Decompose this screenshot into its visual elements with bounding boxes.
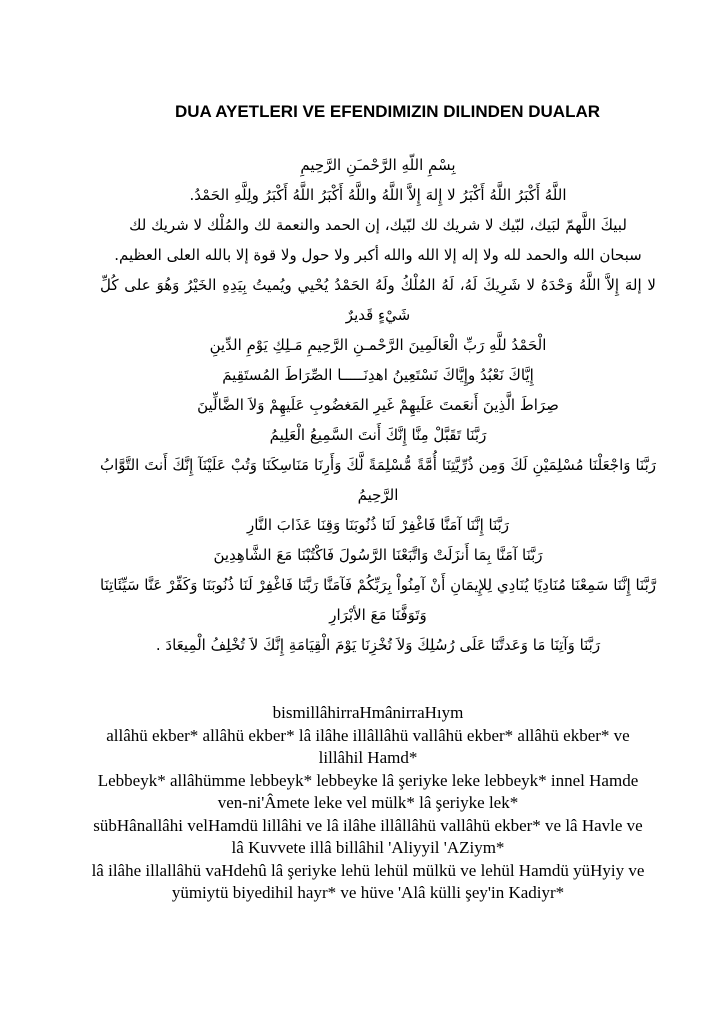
arabic-line: رَّبَّنَا إِنَّنَا سَمِعْنَا مُنَادِيًا يُنَادِي لِلإِيمَانِ أَنْ آمِنُواْ بِرَبِّكُمْ فَآمَنَّا رَبَّنَا فَاغْفِرْ لَنَا ذُنُوبَنَا وَكَفِّرْ عَنَّا سَيِّئَاتِنَا وَتَوَفَّنَا مَعَ الأبْرَارِ	[100, 576, 656, 624]
arabic-line: صِرَاطَ الَّذِينَ أَنعَمتَ عَلَيهِمْ غَيرِ المَغضُوبِ عَلَيهِمْ وَلاَ الضَّالِّينَ	[197, 396, 559, 414]
transliteration-block	[90, 702, 646, 905]
transliteration-line: sübHânallâhi velHamdü lillâhi ve lâ ilâhe illâllâhü vallâhü ekber* ve lâ Havle ve lâ Kuvvete illâ billâhil 'Aliyyil 'AZiym*	[93, 815, 643, 857]
basmala-line: بِسْمِ اللّهِ الرَّحْمـَنِ الرَّحِيمِ	[300, 156, 456, 174]
transliteration-line: allâhü ekber* allâhü ekber* lâ ilâhe illâllâhü vallâhü ekber* allâhü ekber* ve lillâhil Hamd*	[106, 725, 630, 767]
transliteration-line: bismillâhirraHmânirraHıym	[272, 703, 464, 722]
arabic-line: رَبَّنَا وَآتِنَا مَا وَعَدتَّنَا عَلَى رُسُلِكَ وَلاَ تُخْزِنَا يَوْمَ الْقِيَامَةِ إِنَّكَ لاَ تُخْلِفُ الْمِيعَادَ .	[155, 636, 601, 654]
arabic-line: سبحان الله والحمد لله ولا إله إلا الله والله أكبر ولا حول ولا قوة إلا بالله العلى العظيم.	[114, 246, 642, 264]
arabic-text-block	[100, 150, 656, 660]
document-title: DUA AYETLERI VE EFENDIMIZIN DILINDEN DUALAR	[175, 102, 601, 121]
arabic-line: الْحَمْدُ للَّهِ رَبِّ الْعَالَمِينَ الرَّحْمـنِ الرَّحِيمِ مَـلِكِ يَوْمِ الدِّينِ	[209, 336, 547, 354]
transliteration-line: Lebbeyk* allâhümme lebbeyk* lebbeyke lâ şeriyke leke lebbeyk* innel Hamde ven-ni'Âmete leke vel mülk* lâ şeriyke lek*	[97, 770, 639, 812]
arabic-line: رَبَّنَا تَقَبَّلْ مِنَّا إِنَّكَ أَنتَ السَّمِيعُ الْعَلِيمُ	[269, 426, 487, 444]
arabic-line: اللَّهُ أَكْبَرُ اللَّهُ أَكْبَرُ لا إِلهَ إِلاَّ اللَّهُ واللَّهُ أَكْبَرُ اللَّهُ أَكْبَرُ ولِلَّهِ الحَمْدُ.	[189, 186, 567, 204]
arabic-line: إِيَّاكَ نَعْبُدُ وإِيَّاكَ نَسْتَعِينُ اهدِنَـــــا الصِّرَاطَ المُستَقِيمَ	[222, 366, 534, 384]
arabic-line: رَبَّنَا وَاجْعَلْنَا مُسْلِمَيْنِ لَكَ وَمِن ذُرِّيَّتِنَا أُمَّةً مُّسْلِمَةً لَّكَ وَأَرِنَا مَنَاسِكَنَا وَتُبْ عَلَيْنَآ إِنَّكَ أَنتَ التَّوَّابُ الرَّحِيمُ	[100, 456, 656, 504]
arabic-line: رَبَّنَا إِنَّنَا آمَنَّا فَاغْفِرْ لَنَا ذُنُوبَنَا وَقِنَا عَذَابَ النَّارِ	[246, 516, 510, 534]
arabic-line: لا إلهَ إِلاَّ اللَّهُ وَحْدَهُ لا شَرِيكَ لَهُ، لَهُ المُلْكُ ولَهُ الحَمْدُ يُحْيي ويُميتُ بِيَدِهِ الخَيْرُ وَهُوَ على كُلِّ شَيْءٍ قَديرٌ	[100, 276, 656, 324]
arabic-line: لبيكَ اللَّهمّ لبَيك، لبّيك لا شريك لك لبّيك، إن الحمد والنعمة لك والمُلْك لا شريك لك	[129, 216, 627, 234]
transliteration-line: lâ ilâhe illallâhü vaHdehû lâ şeriyke lehü lehül mülkü ve lehül Hamdü yüHyiy ve yümiytü biyedihil hayr* ve hüve 'Alâ külli şey'in Kadiyr*	[91, 860, 645, 902]
arabic-line: رَبَّنَا آمَنَّا بِمَا أَنزَلَتْ وَاتَّبَعْنَا الرَّسُولَ فَاكْتُبْنَا مَعَ الشَّاهِدِينَ	[213, 546, 543, 564]
